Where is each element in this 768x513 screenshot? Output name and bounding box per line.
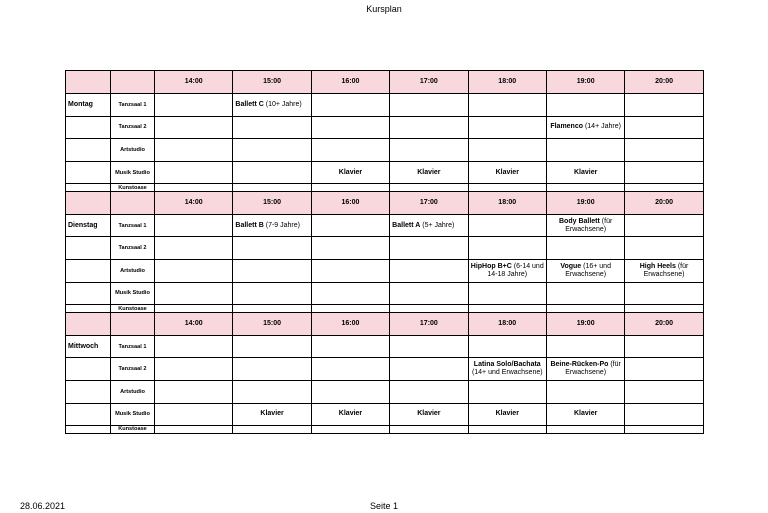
footer-page-number: Seite 1 (369, 501, 399, 511)
schedule-cell (155, 335, 233, 358)
schedule-cell (233, 237, 311, 260)
day-empty-cell (66, 237, 111, 260)
schedule-cell (546, 260, 624, 283)
header-empty-cell (66, 191, 111, 214)
time-header-cell: 18:00 (468, 71, 546, 94)
room-label: Musik Studio (111, 282, 155, 305)
header-empty-cell (111, 191, 155, 214)
time-header-row (66, 312, 704, 335)
schedule-cell (546, 214, 624, 237)
course-name: Beine-Rücken-Po (550, 361, 609, 369)
schedule-cell (390, 116, 468, 139)
schedule-cell (233, 282, 311, 305)
header-empty-cell (66, 71, 111, 94)
course-detail: (16+ und Erwachsene) (565, 262, 611, 278)
schedule-cell (155, 426, 233, 434)
schedule-cell (468, 94, 546, 117)
schedule-cell (155, 403, 233, 426)
schedule-cell (311, 358, 389, 381)
schedule-cell (625, 161, 703, 184)
course-name: Ballett C (235, 100, 264, 108)
room-label: Kunstoase (111, 305, 155, 313)
day-empty-cell (66, 403, 111, 426)
schedule-cell (546, 282, 624, 305)
schedule-cell (390, 94, 468, 117)
room-row (66, 184, 704, 192)
course-detail: (5+ Jahre) (420, 221, 455, 229)
schedule-cell (155, 184, 233, 192)
schedule-cell (625, 94, 703, 117)
time-header-cell: 19:00 (546, 71, 624, 94)
schedule-cell (233, 161, 311, 184)
schedule-cell (233, 139, 311, 162)
schedule-cell (390, 260, 468, 283)
schedule-cell (311, 161, 389, 184)
schedule-cell (311, 335, 389, 358)
schedule-cell (546, 380, 624, 403)
room-label: Kunstoase (111, 184, 155, 192)
header-empty-cell (66, 312, 111, 335)
course-detail: (für Erwachsene) (565, 217, 613, 233)
schedule-cell (625, 237, 703, 260)
room-label: Artstudio (111, 139, 155, 162)
schedule-cell (155, 139, 233, 162)
schedule-cell (233, 260, 311, 283)
room-row (66, 260, 704, 283)
course-detail: (6-14 und 14-18 Jahre) (487, 262, 544, 278)
schedule-cell (311, 380, 389, 403)
course-name: Klavier (338, 168, 363, 176)
schedule-cell (390, 161, 468, 184)
time-header-cell: 15:00 (233, 312, 311, 335)
schedule-cell (155, 380, 233, 403)
day-label: Mittwoch (66, 335, 111, 358)
schedule-cell (546, 403, 624, 426)
day-empty-cell (66, 139, 111, 162)
schedule-cell (546, 94, 624, 117)
schedule-cell (546, 184, 624, 192)
room-label: Tanzsaal 2 (111, 116, 155, 139)
schedule-cell (233, 403, 311, 426)
schedule-cell (625, 282, 703, 305)
schedule-cell (468, 380, 546, 403)
room-row (66, 305, 704, 313)
course-detail: (14+ Jahre) (583, 123, 621, 131)
time-header-cell: 20:00 (625, 312, 703, 335)
day-empty-cell (66, 380, 111, 403)
day-empty-cell (66, 358, 111, 381)
schedule-cell (155, 94, 233, 117)
schedule-cell (311, 116, 389, 139)
time-header-cell: 19:00 (546, 191, 624, 214)
schedule-cell (625, 139, 703, 162)
schedule-cell (546, 426, 624, 434)
room-label: Musik Studio (111, 161, 155, 184)
day-empty-cell (66, 282, 111, 305)
schedule-cell (390, 380, 468, 403)
course-name: HipHop B+C (470, 262, 512, 270)
room-row (66, 237, 704, 260)
schedule-cell (625, 335, 703, 358)
day-empty-cell (66, 426, 111, 434)
day-label: Montag (66, 94, 111, 117)
room-label: Musik Studio (111, 403, 155, 426)
schedule-cell (468, 214, 546, 237)
room-row (66, 403, 704, 426)
course-name: Ballett A (392, 221, 421, 229)
schedule-cell (233, 380, 311, 403)
schedule-cell (311, 139, 389, 162)
day-empty-cell (66, 116, 111, 139)
time-header-cell: 17:00 (390, 71, 468, 94)
room-row (66, 139, 704, 162)
schedule-cell (390, 305, 468, 313)
schedule-cell (546, 305, 624, 313)
schedule-cell (625, 358, 703, 381)
schedule-cell (390, 335, 468, 358)
course-name: Latina Solo/Bachata (473, 361, 541, 369)
schedule-cell (311, 426, 389, 434)
schedule-cell (155, 116, 233, 139)
schedule-cell (468, 335, 546, 358)
time-header-cell: 16:00 (311, 71, 389, 94)
time-header-row (66, 191, 704, 214)
schedule-cell (233, 116, 311, 139)
schedule-cell (468, 161, 546, 184)
course-name: Klavier (573, 168, 598, 176)
schedule-cell (155, 214, 233, 237)
schedule-cell (390, 426, 468, 434)
day-empty-cell (66, 161, 111, 184)
day-empty-cell (66, 260, 111, 283)
course-detail: (10+ Jahre) (263, 100, 302, 108)
schedule-cell (625, 116, 703, 139)
schedule-cell (311, 184, 389, 192)
schedule-cell (625, 214, 703, 237)
schedule-body (66, 71, 704, 434)
course-name: Klavier (495, 168, 519, 176)
schedule-cell (155, 237, 233, 260)
schedule-cell (233, 214, 311, 237)
schedule-cell (155, 260, 233, 283)
room-label: Tanzsaal 1 (111, 214, 155, 237)
schedule-cell (311, 237, 389, 260)
course-name: Klavier (417, 410, 441, 418)
course-name: Klavier (495, 410, 519, 418)
schedule-cell (155, 305, 233, 313)
room-row (66, 358, 704, 381)
time-header-cell: 18:00 (468, 191, 546, 214)
time-header-row (66, 71, 704, 94)
schedule-cell (390, 403, 468, 426)
room-row (66, 161, 704, 184)
schedule-cell (546, 139, 624, 162)
schedule-cell (468, 282, 546, 305)
schedule-cell (468, 116, 546, 139)
room-label: Tanzsaal 1 (111, 94, 155, 117)
schedule-cell (233, 305, 311, 313)
schedule-cell (468, 358, 546, 381)
room-label: Tanzsaal 1 (111, 335, 155, 358)
room-label: Kunstoase (111, 426, 155, 434)
course-detail: (für Erwachsene) (643, 262, 689, 278)
time-header-cell: 14:00 (155, 71, 233, 94)
time-header-cell: 14:00 (155, 191, 233, 214)
schedule-cell (311, 260, 389, 283)
schedule-cell (233, 426, 311, 434)
room-row (66, 335, 704, 358)
course-name: Vogue (560, 262, 582, 270)
course-name: High Heels (639, 262, 676, 270)
course-detail: (für Erwachsene) (565, 361, 621, 377)
schedule-cell (625, 380, 703, 403)
schedule-cell (390, 214, 468, 237)
room-row (66, 426, 704, 434)
time-header-cell: 14:00 (155, 312, 233, 335)
room-label: Artstudio (111, 260, 155, 283)
course-name: Klavier (573, 410, 598, 418)
schedule-cell (233, 184, 311, 192)
time-header-cell: 16:00 (311, 312, 389, 335)
time-header-cell: 16:00 (311, 191, 389, 214)
schedule-cell (311, 214, 389, 237)
schedule-cell (625, 184, 703, 192)
day-label: Dienstag (66, 214, 111, 237)
schedule-cell (311, 403, 389, 426)
schedule-cell (625, 403, 703, 426)
day-empty-cell (66, 184, 111, 192)
schedule-cell (468, 237, 546, 260)
schedule-cell (390, 184, 468, 192)
course-detail: (7-9 Jahre) (263, 221, 300, 229)
page-title: Kursplan (366, 4, 402, 14)
schedule-cell (625, 426, 703, 434)
schedule-cell (311, 282, 389, 305)
footer-date: 28.06.2021 (20, 501, 66, 511)
schedule-cell (546, 161, 624, 184)
schedule-cell (625, 305, 703, 313)
course-name: Flamenco (550, 123, 584, 131)
course-name: Klavier (338, 410, 363, 418)
course-detail: (14+ und Erwachsene) (471, 369, 543, 377)
schedule-cell (233, 335, 311, 358)
schedule-cell (233, 94, 311, 117)
time-header-cell: 20:00 (625, 71, 703, 94)
schedule-cell (468, 403, 546, 426)
schedule-cell (625, 260, 703, 283)
course-name: Body Ballett (559, 217, 600, 225)
schedule-cell (155, 358, 233, 381)
day-empty-cell (66, 305, 111, 313)
schedule-cell (468, 305, 546, 313)
schedule-cell (546, 335, 624, 358)
schedule-cell (390, 358, 468, 381)
schedule-cell (468, 260, 546, 283)
schedule-table (65, 70, 704, 434)
course-name: Klavier (417, 168, 441, 176)
schedule-cell (311, 305, 389, 313)
room-row (66, 94, 704, 117)
room-label: Tanzsaal 2 (111, 237, 155, 260)
room-label: Tanzsaal 2 (111, 358, 155, 381)
schedule-cell (546, 237, 624, 260)
room-row (66, 282, 704, 305)
room-row (66, 214, 704, 237)
schedule-cell (468, 184, 546, 192)
schedule-cell (390, 139, 468, 162)
room-label: Artstudio (111, 380, 155, 403)
time-header-cell: 17:00 (390, 191, 468, 214)
time-header-cell: 19:00 (546, 312, 624, 335)
schedule-cell (390, 237, 468, 260)
time-header-cell: 17:00 (390, 312, 468, 335)
schedule-cell (155, 282, 233, 305)
room-row (66, 116, 704, 139)
header-empty-cell (111, 312, 155, 335)
schedule-cell (546, 358, 624, 381)
schedule-cell (468, 426, 546, 434)
schedule-cell (546, 116, 624, 139)
schedule-cell (155, 161, 233, 184)
schedule-cell (390, 282, 468, 305)
time-header-cell: 15:00 (233, 191, 311, 214)
time-header-cell: 18:00 (468, 312, 546, 335)
header-empty-cell (111, 71, 155, 94)
time-header-cell: 15:00 (233, 71, 311, 94)
course-name: Ballett B (235, 221, 264, 229)
time-header-cell: 20:00 (625, 191, 703, 214)
room-row (66, 380, 704, 403)
schedule-cell (311, 94, 389, 117)
schedule-cell (468, 139, 546, 162)
schedule-cell (233, 358, 311, 381)
course-name: Klavier (260, 410, 284, 418)
